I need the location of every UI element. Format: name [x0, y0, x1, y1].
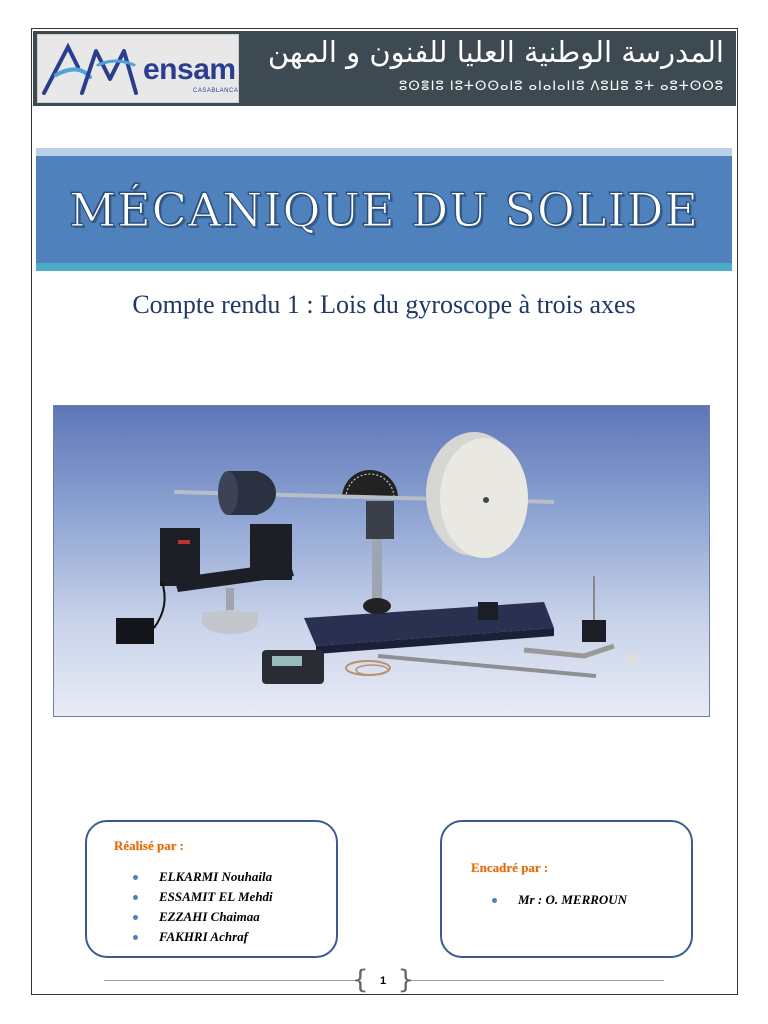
- list-item: [492, 890, 627, 910]
- ensam-logo: [37, 34, 239, 103]
- member-name: ESSAMIT EL Mehdi: [159, 889, 273, 904]
- title-accent-bar: [36, 263, 732, 271]
- logo-subtitle: CASABLANCA: [193, 88, 239, 94]
- list-item: [133, 887, 273, 907]
- bullet-icon: [133, 915, 138, 920]
- header-banner: [33, 31, 736, 106]
- bullet-icon: [133, 935, 138, 940]
- footer-rule-left: [104, 980, 356, 981]
- right-brace-icon: }: [397, 965, 414, 995]
- document-subtitle: Compte rendu 1 : Lois du gyroscope à trois axes: [132, 290, 636, 319]
- member-name: EZZAHI Chaimaa: [159, 909, 260, 924]
- school-name-tifinagh: ⵓⵙⴻⵏⵓ ⵏⵓⵜⵙⵙⴰⵏⵓ ⴰⵏⴰⵏⴰⵏⵏⵓ ⴷⵓⵡⵓ ⵓⵜ ⴰⵓⵜⵙⵙⵓ: [399, 79, 724, 94]
- logo-text: ensam: [143, 53, 236, 86]
- bullet-icon: [133, 875, 138, 880]
- school-name-arabic: المدرسة الوطنية العليا للفنون و المهن: [267, 35, 724, 69]
- realise-par-list: [133, 867, 273, 947]
- encadre-par-heading: Encadré par :: [471, 860, 549, 875]
- member-name: ELKARMI Nouhaila: [159, 869, 273, 884]
- bullet-icon: [133, 895, 138, 900]
- title-box: [36, 156, 732, 263]
- encadre-par-list: [492, 890, 627, 910]
- page-number: [352, 965, 414, 995]
- gyroscope-apparatus-icon: [54, 406, 710, 717]
- bullet-icon: [492, 898, 497, 903]
- member-name: FAKHRI Achraf: [159, 929, 248, 944]
- document-title: MÉCANIQUE DU SOLIDE: [69, 182, 699, 237]
- left-brace-icon: {: [352, 965, 369, 995]
- gyroscope-photo: [53, 405, 710, 717]
- list-item: [133, 907, 273, 927]
- supervisor-name: Mr : O. MERROUN: [518, 892, 628, 907]
- realise-par-box: [85, 820, 338, 958]
- footer-rule-right: [410, 980, 664, 981]
- list-item: [133, 867, 273, 887]
- realise-par-heading: Réalisé par :: [114, 838, 184, 853]
- list-item: [133, 927, 273, 947]
- encadre-par-box: [440, 820, 693, 958]
- title-top-bar: [36, 148, 732, 156]
- page-number-value: 1: [379, 975, 387, 987]
